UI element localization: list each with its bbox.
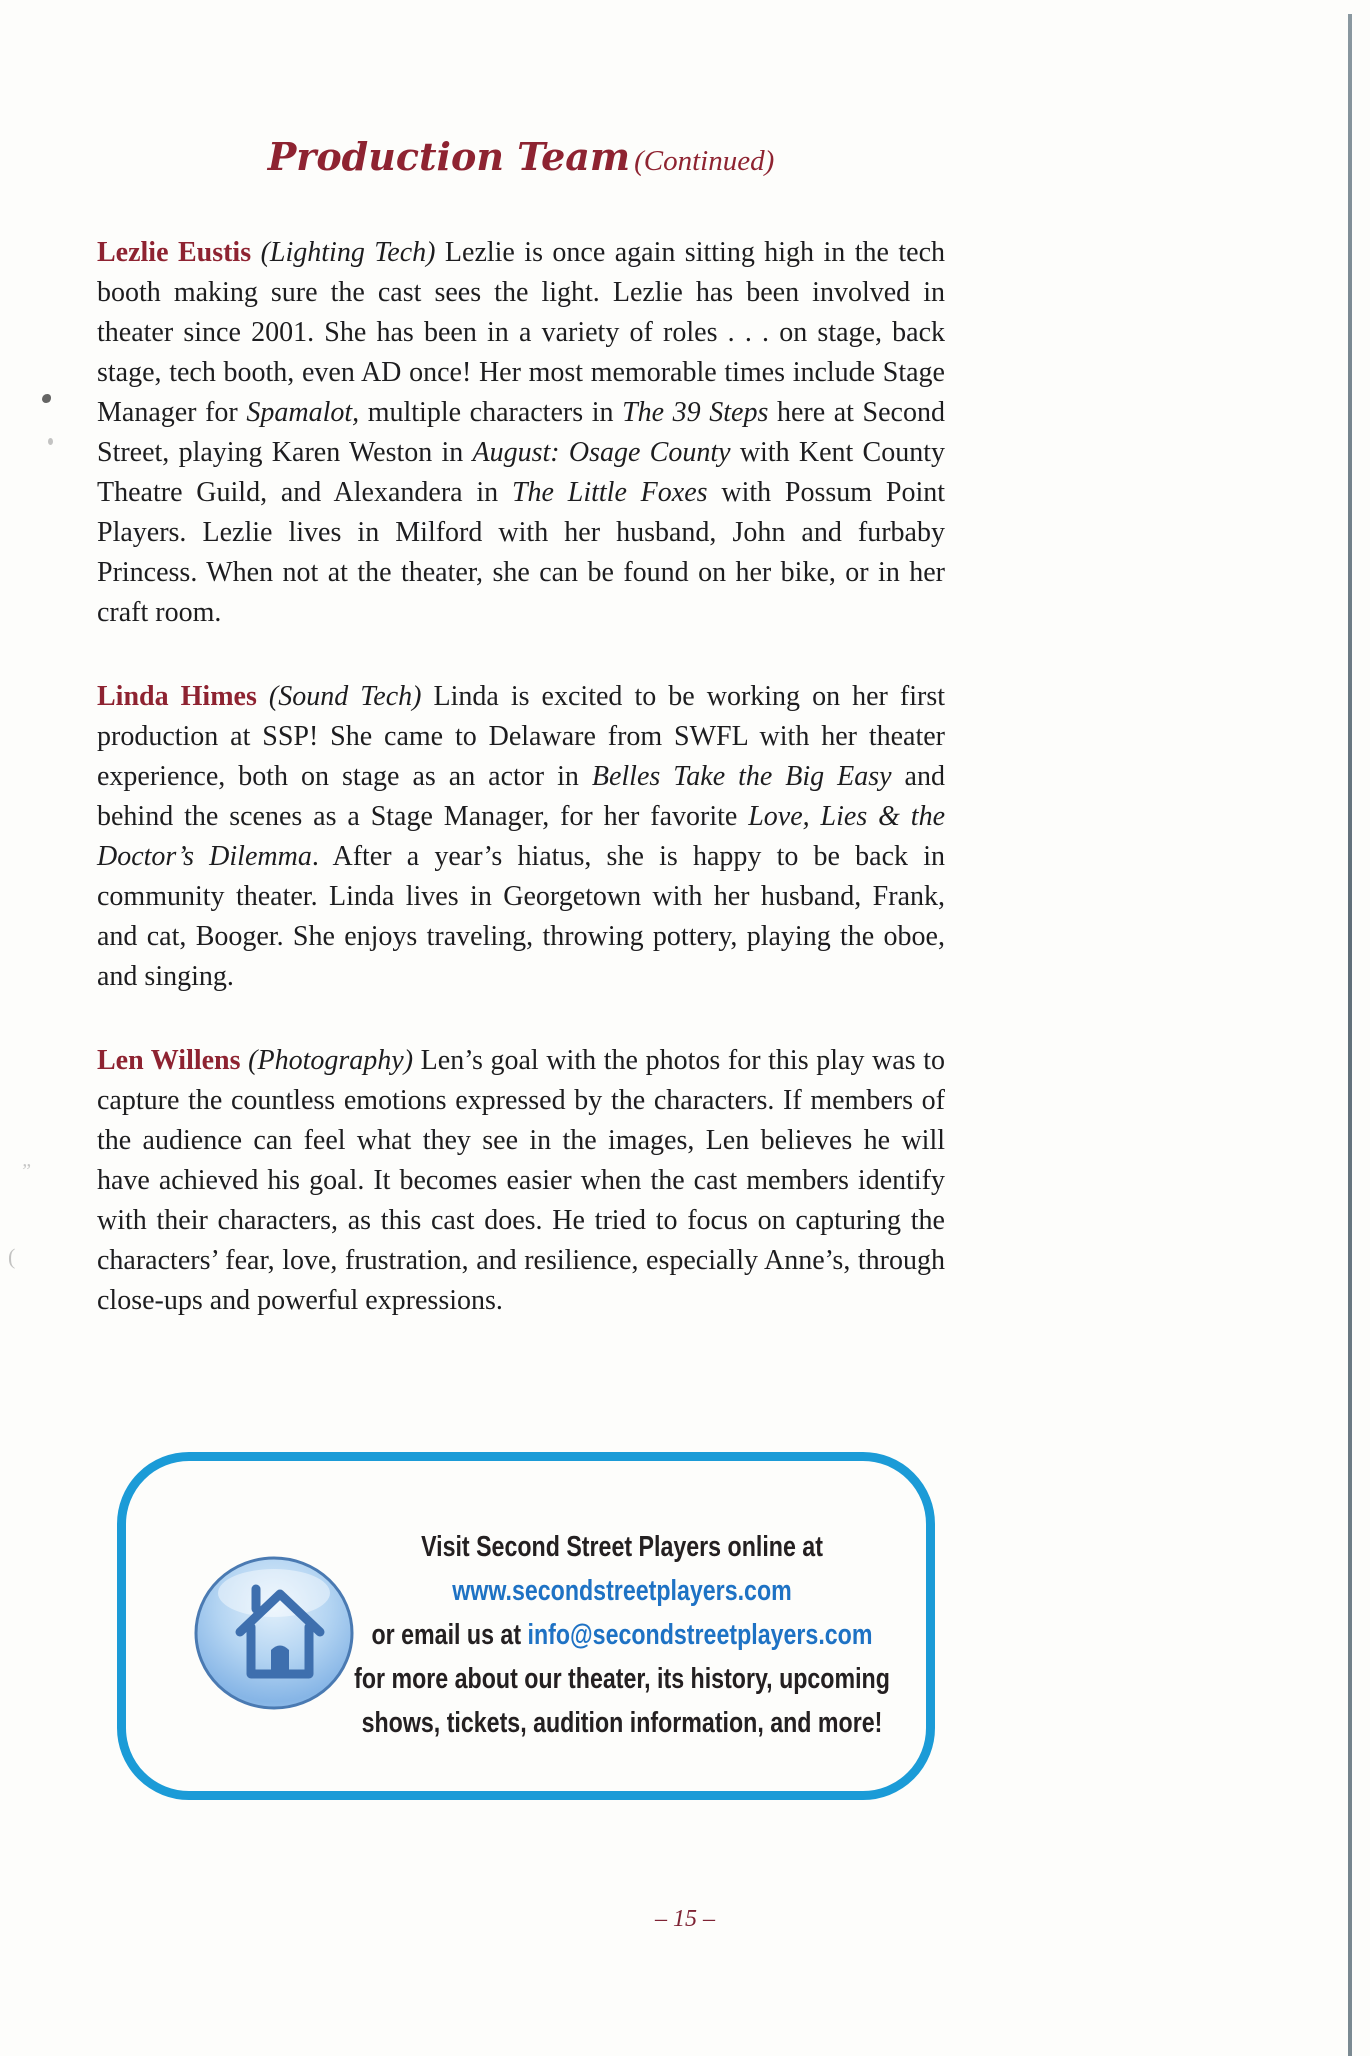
- page-title-main: Production Team: [267, 134, 631, 179]
- scan-artifact: (: [8, 1244, 16, 1269]
- bio-text: Lezlie is once again sitting high in the tech booth making sure the cast sees the light. Lezlie has been involved in theater since 2001. She has been in a variety of roles . . . on stage, back stage, tech booth, even AD once! Her most memorable times include Stage Manager for Spamalot, multiple characters in The 39 Steps here at Second Street, playing Karen Weston in August: Osage County with Kent County Theatre Guild, and Alexandera in The Little Foxes with Possum Point Players. Lezlie lives in Milford with her husband, John and furbaby Princess. When not at the theater, she can be found on her bike, or in her craft room.: [97, 237, 946, 628]
- email-link[interactable]: info@secondstreetplayers.com: [527, 1619, 873, 1651]
- callout-line-visit: Visit Second Street Players online at: [421, 1531, 823, 1563]
- scan-edge-line: [1348, 14, 1352, 2056]
- visit-online-callout-box: [117, 1452, 935, 1800]
- person-role: (Lighting Tech): [260, 237, 436, 268]
- person-name: Lezlie Eustis: [97, 237, 252, 268]
- scan-artifact: [42, 394, 51, 403]
- person-role: (Sound Tech): [268, 681, 422, 712]
- bio-text: Len’s goal with the photos for this play was to capture the countless emotions expressed by the characters. If members of the audience can feel what they see in the images, Len believes he will have achieved his goal. It becomes easier when the cast members identify with their characters, as this cast does. He tried to focus on capturing the characters’ fear, love, frustration, and resilience, especially Anne’s, through close-ups and powerful expressions.: [97, 1045, 946, 1316]
- bio-text: Linda is excited to be working on her first production at SSP! She came to Delaware from SWFL with her theater experience, both on stage as an actor in Belles Take the Big Easy and behind the scenes as a Stage Manager, for her favorite Love, Lies & the Doctor’s Dilemma. After a year’s hiatus, she is happy to be back in community theater. Linda lives in Georgetown with her husband, Frank, and cat, Booger. She enjoys traveling, throwing pottery, playing the oboe, and singing.: [97, 681, 946, 992]
- bio-paragraph-len-willens: [97, 1041, 945, 1321]
- bio-paragraph-linda-himes: [97, 677, 945, 997]
- person-name: Len Willens: [97, 1045, 241, 1076]
- callout-line-more-2: shows, tickets, audition information, and more!: [361, 1707, 883, 1739]
- email-prefix: or email us at: [371, 1619, 522, 1651]
- bio-paragraph-lezlie-eustis: [97, 233, 945, 633]
- callout-line-email: [322, 1613, 922, 1657]
- callout-line-more-1: for more about our theater, its history, upcoming: [354, 1663, 890, 1695]
- person-role: (Photography): [248, 1045, 414, 1076]
- person-name: Linda Himes: [97, 681, 257, 712]
- page-number: – 15 –: [655, 1906, 715, 1932]
- page-title: [97, 134, 945, 189]
- scan-artifact: [48, 438, 53, 445]
- page-content: [97, 134, 945, 1321]
- callout-text: [322, 1525, 922, 1745]
- website-link[interactable]: www.secondstreetplayers.com: [452, 1575, 792, 1607]
- page-title-suffix: (Continued): [634, 145, 775, 177]
- scan-artifact: ”: [20, 1160, 32, 1182]
